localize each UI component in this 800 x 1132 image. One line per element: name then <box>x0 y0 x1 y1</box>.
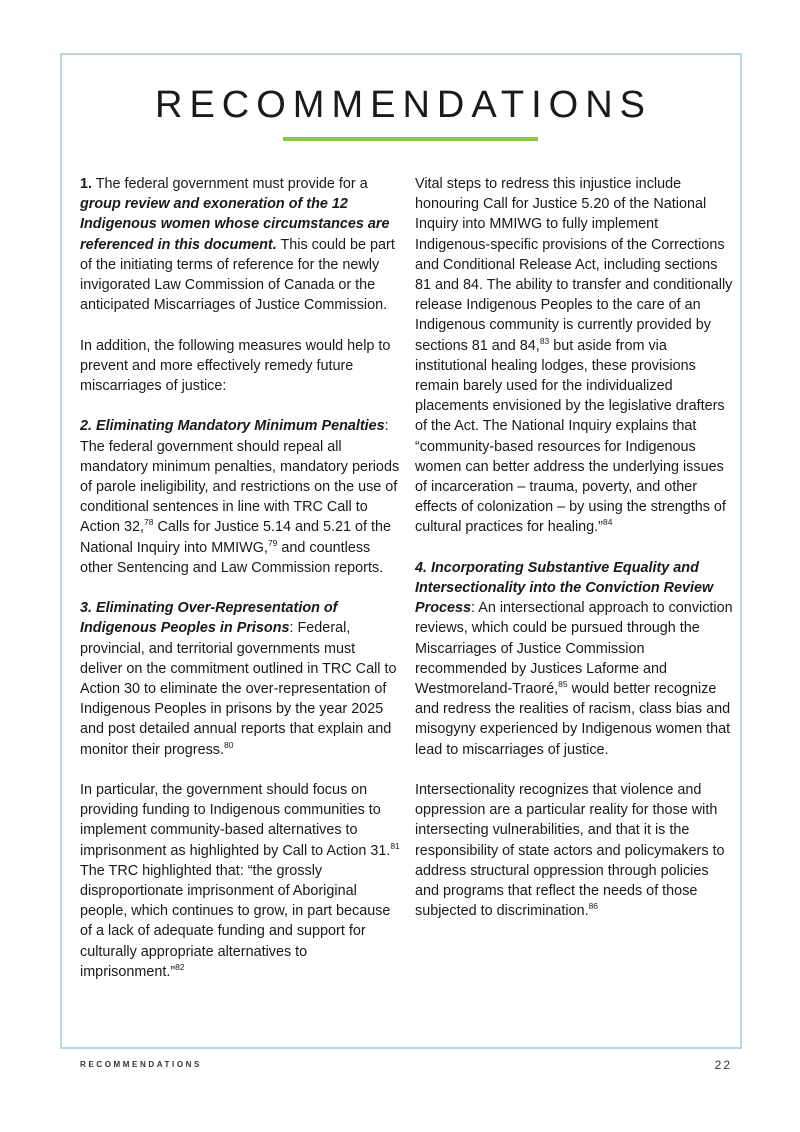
recommendation-2: 2. Eliminating Mandatory Minimum Penalties: The federal government should repeal all mandatory minimum penalties, mandatory periods of parole ineligibility, and restrictions on the use of conditional sentences in line with TRC Call to Action 32,78 Calls for Justice 5.14 and 5.21 of the National Inquiry into MMIWG,$^{79}$ and countless other Sentencing and Law Commission reports. <box>80 418 400 576</box>
recommendation-heading: 3. Eliminating Over-Representation of Indigenous Peoples in Prisons <box>80 600 338 637</box>
intro-paragraph: In addition, the following measures would help to prevent and more effectively remedy future miscarriages of justice: <box>80 337 391 395</box>
body-paragraph: Vital steps to redress this injustice include honouring Call for Justice 5.20 of the National Inquiry into MMIWG to fully implement Indigenous-specific provisions of the Corrections and Conditional Release Act, including sections 81 and 84. The ability to transfer and conditionally release Indigenous Peoples to the care of an Indigenous community is currently provided by sections 81 and 84,83 but aside from via institutional healing lodges, these provisions remain barely used for the individualized placements envisioned by the legislative drafters of the Act. The National Inquiry explains that “community-based resources for Indigenous women can better address the underlying issues of incarceration – trauma, poverty, and other effects of colonization – by using the strengths of cultural practices for healing.”$^{84}$ <box>415 176 733 536</box>
recommendation-heading: 2. Eliminating Mandatory Minimum Penalties <box>80 418 385 435</box>
recommendation-3: 3. Eliminating Over-Representation of Indigenous Peoples in Prisons: Federal, provincial, and territorial governments must deliver on the commitment outlined in TRC Call to Action 30 to eliminate the over-representation of Indigenous Peoples in prisons by the year 2025 and post detailed annual reports that explain and monitor their progress.$^{80}$ <box>80 600 397 758</box>
footnote-ref: 81 <box>390 840 400 851</box>
footnote-ref: 84 <box>602 517 613 528</box>
footnote-ref: 85 <box>558 679 568 690</box>
footnote-ref: 79 <box>267 537 278 548</box>
emphasis: group review and exoneration of the 12 Indigenous women whose circumstances are referenced in this document. <box>80 196 390 253</box>
footnote-ref: 80 <box>223 739 234 750</box>
footnote-ref: 86 <box>588 901 599 912</box>
item-number: 1. <box>80 176 93 192</box>
left-column <box>80 174 400 1002</box>
page-number: 22 <box>714 1058 732 1072</box>
body-paragraph: In particular, the government should focus on providing funding to Indigenous communities to implement community-based alternatives to imprisonment as highlighted by Call to Action 31.81 The TRC highlighted that: “the grossly disproportionate imprisonment of Aboriginal people, which continues to grow, in part because of a lack of adequate funding and support for culturally appropriate alternatives to imprisonment.”$^{82}$ <box>80 782 400 980</box>
footnote-ref: 82 <box>175 961 185 972</box>
footnote-ref: 83 <box>539 335 550 346</box>
footer-section-label: RECOMMENDATIONS <box>80 1060 202 1069</box>
title-underline <box>283 137 538 141</box>
footnote-ref: 78 <box>144 517 154 528</box>
page-title: RECOMMENDATIONS <box>155 84 652 126</box>
recommendation-4: 4. Incorporating Substantive Equality and Intersectionality into the Conviction Review Process: An intersectional approach to conviction reviews, which could be pursued through the Miscarriages of Justice Commission recommended by Justices Laforme and Westmoreland-Traoré,$^{85}$ would better recognize and redress the realities of racism, class bias and misogyny experienced by Indigenous women that lead to miscarriages of justice. <box>415 559 733 758</box>
recommendation-1: 1. The federal government must provide for a group review and exoneration of the 12 Indigenous women whose circumstances are referenced in this document. This could be part of the initiating terms of reference for the newly invigorated Law Commission of Canada or the anticipated Miscarriages of Justice Commission. <box>80 176 395 314</box>
recommendation-heading: 4. Incorporating Substantive Equality and Intersectionality into the Conviction Review Process <box>415 559 714 617</box>
right-column <box>415 174 735 942</box>
body-paragraph: Intersectionality recognizes that violence and oppression are a particular reality for those with intersecting vulnerabilities, and that it is the responsibility of state actors and policymakers to address structural oppression through policies and programs that reflect the needs of those subjected to discrimination.$^{86}$ <box>415 782 725 920</box>
